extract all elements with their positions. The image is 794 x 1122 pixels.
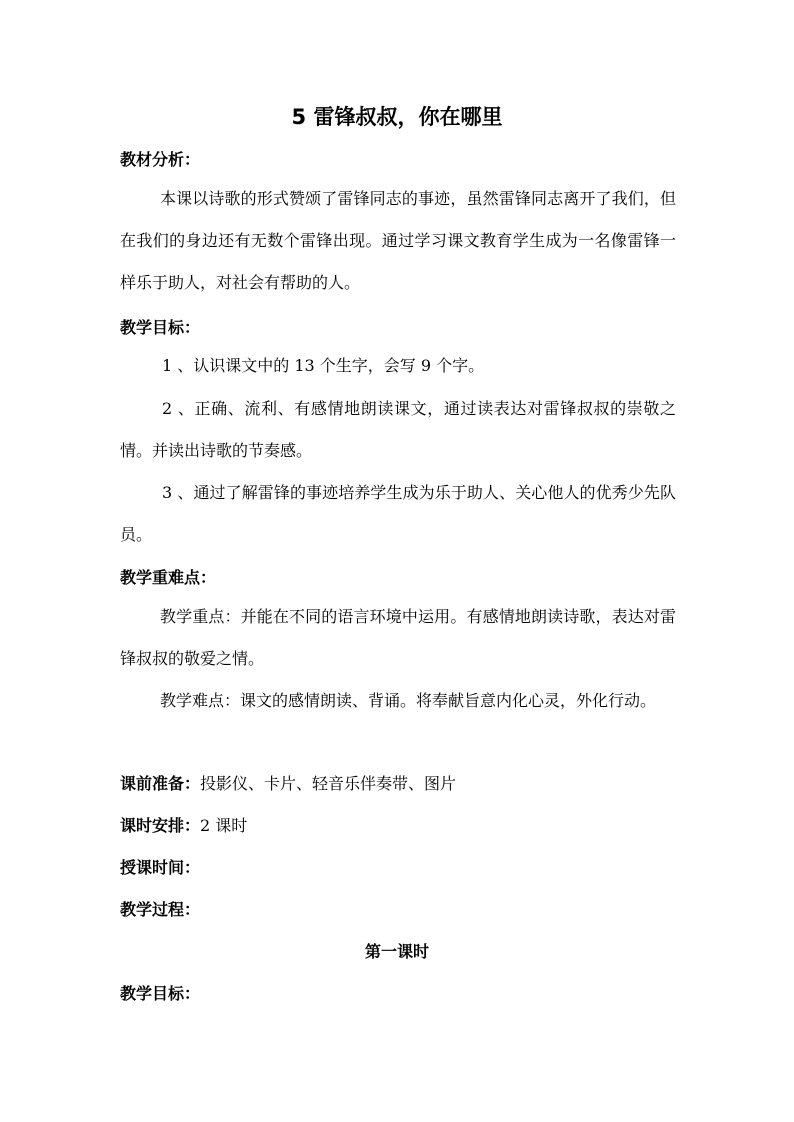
lesson-1-title: 第一课时 (364, 942, 429, 961)
time-label: 授课时间： (120, 858, 201, 877)
schedule-line (120, 813, 247, 839)
analysis-heading: 教材分析： (120, 150, 201, 169)
prep-value: 投影仪、卡片、轻音乐伴奏带、图片 (200, 774, 457, 793)
teaching-focus-paragraph: 教学重点：并能在不同的语言环境中运用。有感情地朗读诗歌，表达对雷锋叔叔的敬爱之情。 (120, 607, 676, 668)
goals-heading: 教学目标： (120, 318, 201, 337)
schedule-value: 2 课时 (200, 816, 248, 835)
prep-line (120, 771, 456, 797)
schedule-label: 课时安排： (120, 816, 201, 835)
process-label: 教学过程： (120, 900, 201, 919)
prep-label: 课前准备： (120, 774, 201, 793)
goal-item-1: 1 、认识课文中的 13 个生字，会写 9 个字。 (162, 356, 485, 375)
teaching-difficulty-paragraph: 教学难点：课文的感情朗读、背诵。将奉献旨意内化心灵，外化行动。 (160, 691, 657, 710)
key-points-heading: 教学重难点： (120, 568, 217, 587)
goal-item-2: 2 、正确、流利、有感情地朗读课文，通过读表达对雷锋叔叔的崇敬之情。并读出诗歌的节奏感。 (120, 399, 676, 460)
analysis-paragraph: 本课以诗歌的形式赞颂了雷锋同志的事迹，虽然雷锋同志离开了我们，但在我们的身边还有无数个雷锋出现。通过学习课文教育学生成为一名像雷锋一样乐于助人，对社会有帮助的人。 (120, 189, 676, 292)
lesson-1-goals-heading: 教学目标： (120, 984, 201, 1003)
document-title: 5 雷锋叔叔，你在哪里 (291, 105, 503, 129)
goal-item-3: 3 、通过了解雷锋的事迹培养学生成为乐于助人、关心他人的优秀少先队员。 (120, 483, 676, 544)
